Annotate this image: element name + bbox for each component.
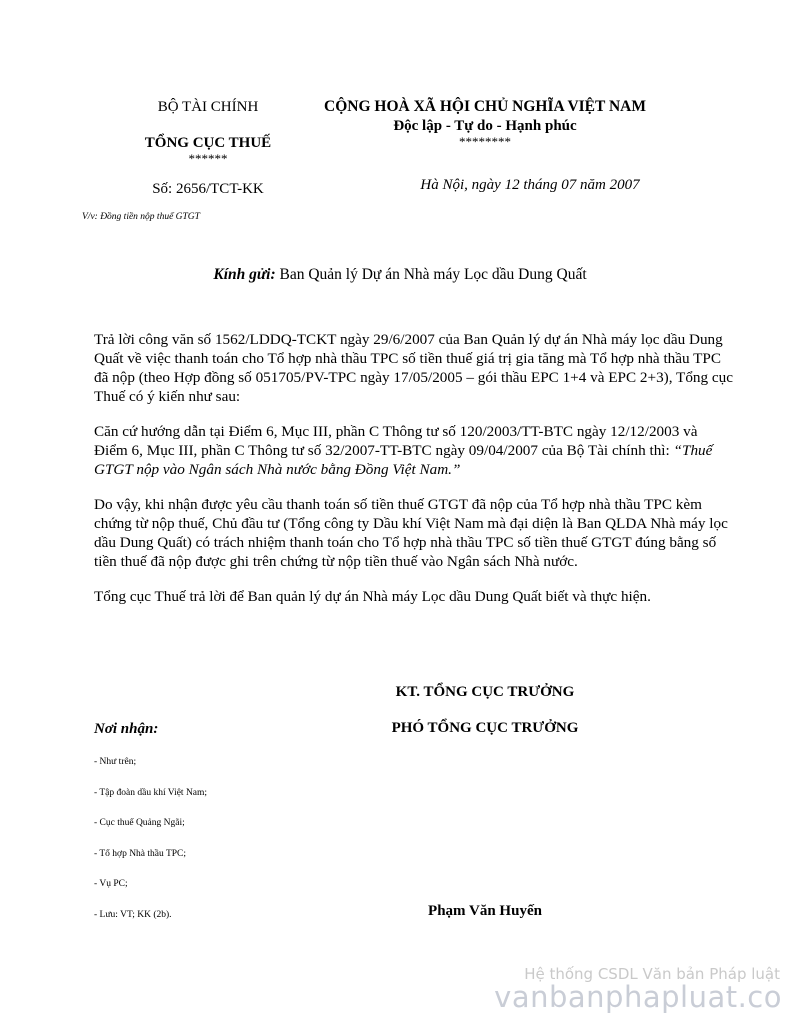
body-paragraph-2-text: Căn cứ hướng dẫn tại Điểm 6, Mục III, phần C Thông tư số 120/2003/TT-BTC ngày 12/12/2003 và Điểm 6, Mục III, phần C Thông tư số 32/2007-TT-BTC ngày 09/04/2007 của Bộ Tài chính thì: [94, 423, 698, 459]
signer-name: Phạm Văn Huyến [428, 903, 542, 919]
signature-title-1: KT. TỔNG CỤC TRƯỞNG [395, 684, 575, 700]
issuer-block [108, 97, 308, 198]
recipients-list [94, 756, 207, 940]
document-number: Số: 2656/TCT-KK [152, 181, 264, 197]
salutation-recipient: Ban Quản lý Dự án Nhà máy Lọc dầu Dung Quất [275, 266, 587, 283]
recipient-item: - Tổ hợp Nhà thầu TPC; [94, 848, 187, 859]
signature-title-2: PHÓ TỔNG CỤC TRƯỞNG [391, 720, 579, 736]
recipient-item: - Vụ PC; [94, 879, 128, 890]
stars-separator-right: ******** [459, 134, 511, 149]
date-line: Hà Nội, ngày 12 tháng 07 năm 2007 [420, 177, 640, 193]
signature-block [340, 683, 630, 737]
body-paragraph-3: Do vậy, khi nhận được yêu cầu thanh toán số tiền thuế GTGT đã nộp của Tổ hợp nhà thầu TPC kèm chứng từ nộp thuế, Chủ đầu tư (Tổng công ty Dầu khí Việt Nam mà đại diện là Ban QLDA Nhà máy lọc dầu Dung Quất) có trách nhiệm thanh toán cho Tổ hợp nhà thầu TPC số tiền thuế GTGT đúng bằng số tiền thuế đã nộp được ghi trên chứng từ nộp tiền thuế vào Ngân sách Nhà nước. [94, 496, 728, 570]
watermark-line-1: Hệ thống CSDL Văn bản Pháp luật [524, 965, 780, 983]
national-heading [290, 97, 680, 149]
nation-title: CỘNG HOÀ XÃ HỘI CHỦ NGHĨA VIỆT NAM [324, 98, 646, 115]
recipient-item: - Cục thuế Quảng Ngãi; [94, 818, 185, 829]
salutation [0, 266, 800, 284]
ministry-name: BỘ TÀI CHÍNH [157, 99, 259, 115]
salutation-label: Kính gửi: [213, 266, 276, 283]
subject-line: V/v: Đồng tiền nộp thuế GTGT [82, 212, 200, 222]
letter-body [94, 330, 734, 622]
body-paragraph-4: Tổng cục Thuế trả lời để Ban quản lý dự án Nhà máy Lọc dầu Dung Quất biết và thực hiện. [94, 588, 651, 605]
recipient-item: - Như trên; [94, 757, 137, 767]
department-name: TỔNG CỤC THUẾ [144, 135, 272, 151]
body-paragraph-2 [94, 422, 734, 479]
body-quote: “Thuế GTGT nộp vào Ngân sách Nhà nước bằng Đồng Việt Nam.” [94, 442, 713, 478]
recipient-item: - Tập đoàn dầu khí Việt Nam; [94, 787, 208, 798]
stars-separator-left: ****** [188, 151, 228, 166]
recipients-title: Nơi nhận: [94, 721, 159, 737]
recipient-item: - Lưu: VT; KK (2b). [94, 909, 172, 920]
body-paragraph-1: Trả lời công văn số 1562/LDDQ-TCKT ngày 29/6/2007 của Ban Quản lý dự án Nhà máy lọc dầu Dung Quất về việc thanh toán cho Tổ hợp nhà thầu TPC số tiền thuế giá trị gia tăng mà Tổ hợp nhà thầu TPC đã nộp (theo Hợp đồng số 051705/PV-TPC ngày 17/05/2005 – gói thầu EPC 1+4 và EPC 2+3), Tổng cục Thuế có ý kiến như sau: [94, 331, 733, 405]
watermark-line-2: vanbanphapluat.co [494, 980, 782, 1014]
national-motto: Độc lập - Tự do - Hạnh phúc [393, 118, 577, 134]
